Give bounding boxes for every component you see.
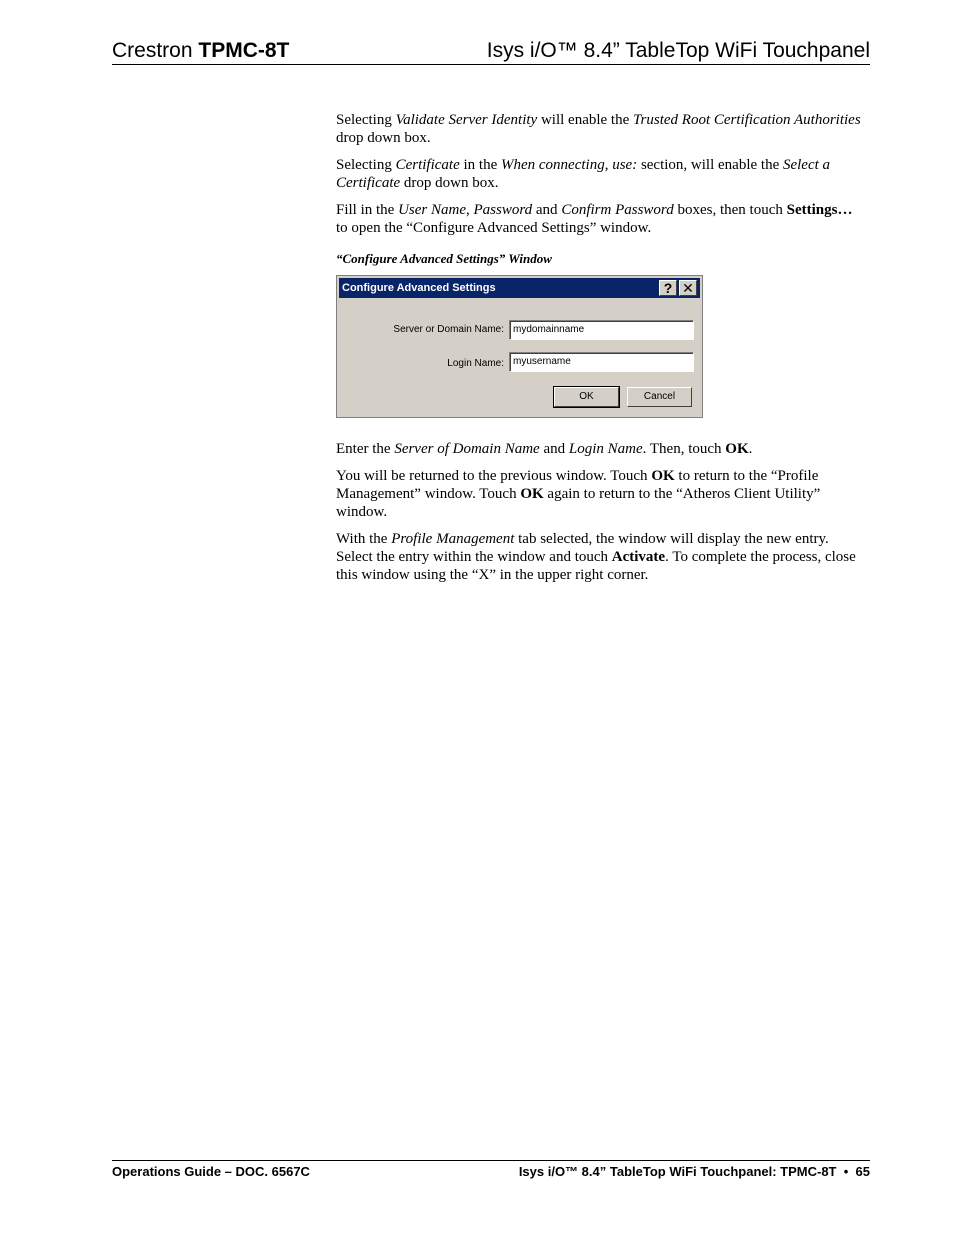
paragraph-certificate: Selecting Certificate in the When connecting, use: section, will enable the Select a Certificate drop down box.	[336, 157, 831, 191]
server-domain-input[interactable]: mydomainname	[509, 320, 694, 340]
configure-advanced-settings-dialog	[336, 275, 703, 418]
page-header	[112, 38, 870, 65]
page-footer	[112, 1160, 870, 1182]
page-number: 65	[855, 1164, 870, 1179]
help-icon[interactable]: ?	[659, 280, 677, 296]
login-name-label: Login Name:	[447, 358, 504, 369]
body-text-bottom	[336, 440, 866, 593]
paragraph-returned: You will be returned to the previous window. Touch OK to return to the “Profile Management” window. Touch OK again to return to the “Atheros Client Utility” window.	[336, 468, 821, 520]
footer-product-page: Isys i/O™ 8.4” TableTop WiFi Touchpanel: TPMC-8T • 65	[518, 1164, 870, 1179]
paragraph-enter-server: Enter the Server of Domain Name and Login Name. Then, touch OK.	[336, 441, 753, 457]
paragraph-fill-in: Fill in the User Name, Password and Confirm Password boxes, then touch Settings… to open the “Configure Advanced Settings” window.	[336, 202, 853, 236]
header-product: Isys i/O™ 8.4” TableTop WiFi Touchpanel	[486, 39, 870, 62]
ok-button[interactable]: OK	[554, 387, 619, 407]
close-icon[interactable]: ✕	[679, 280, 697, 296]
dialog-title: Configure Advanced Settings	[342, 282, 496, 294]
header-model: TPMC-8T	[198, 39, 290, 62]
header-brand-model	[112, 38, 289, 64]
footer-doc: Operations Guide – DOC. 6567C	[112, 1164, 310, 1179]
dialog-titlebar	[339, 278, 700, 298]
bullet-icon: •	[843, 1164, 849, 1179]
body-text-top	[336, 111, 866, 277]
paragraph-validate-server: Selecting Validate Server Identity will enable the Trusted Root Certification Authorities drop down box.	[336, 112, 861, 146]
figure-caption: “Configure Advanced Settings” Window	[336, 251, 552, 266]
login-name-input[interactable]: myusername	[509, 352, 694, 372]
cancel-button[interactable]: Cancel	[627, 387, 692, 407]
header-brand: Crestron	[112, 39, 193, 62]
server-domain-label: Server or Domain Name:	[393, 324, 504, 335]
paragraph-profile-management: With the Profile Management tab selected, the window will display the new entry. Select the entry within the window and touch Activate. To complete the process, close this window using the “X” in the upper right corner.	[336, 531, 856, 583]
